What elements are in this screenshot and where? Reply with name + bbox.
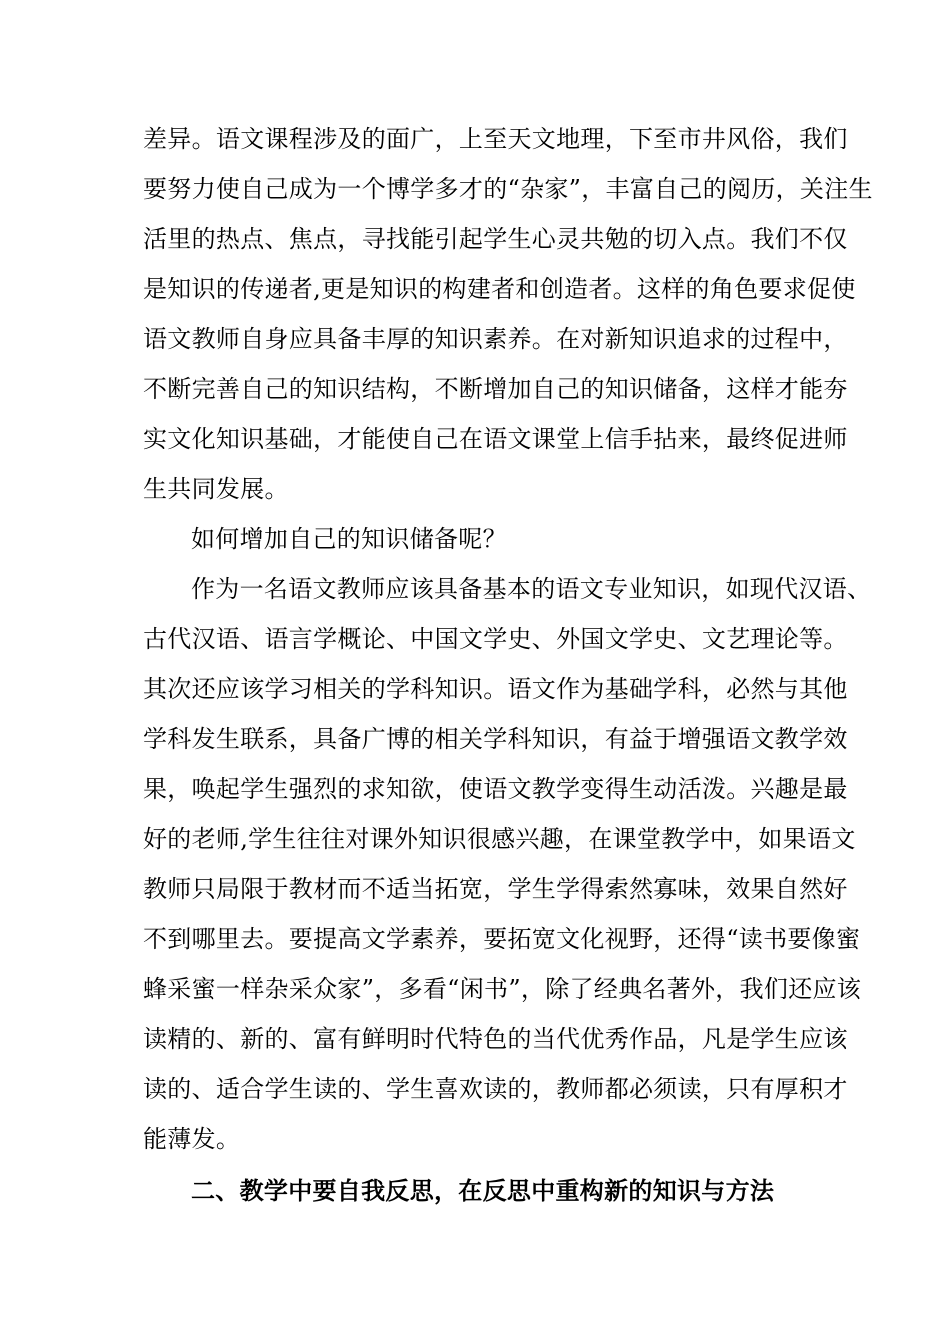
- paragraph-line: 读精的、新的、富有鲜明时代特色的当代优秀作品，凡是学生应该: [143, 1025, 848, 1053]
- paragraph-line: 不断完善自己的知识结构，不断增加自己的知识储备，这样才能夯: [143, 375, 848, 403]
- paragraph-line: 不到哪里去。要提高文学素养，要拓宽文化视野，还得“读书要像蜜: [143, 925, 861, 953]
- paragraph-line: 生共同发展。: [143, 475, 289, 503]
- paragraph-line: 要努力使自己成为一个博学多才的“杂家”，丰富自己的阅历，关注生: [143, 175, 873, 203]
- paragraph-line: 其次还应该学习相关的学科知识。语文作为基础学科，必然与其他: [143, 675, 848, 703]
- paragraph-line: 果，唤起学生强烈的求知欲，使语文教学变得生动活泼。兴趣是最: [143, 775, 848, 803]
- paragraph-line: 语文教师自身应具备丰厚的知识素养。在对新知识追求的过程中，: [143, 325, 848, 353]
- paragraph-line: 教师只局限于教材而不适当拓宽，学生学得索然寡味，效果自然好: [143, 875, 848, 903]
- paragraph-line: 作为一名语文教师应该具备基本的语文专业知识，如现代汉语、: [191, 575, 872, 603]
- paragraph-question: 如何增加自己的知识储备呢？: [191, 525, 507, 553]
- paragraph-line: 能薄发。: [143, 1125, 241, 1153]
- paragraph-line: 蜂采蜜一样杂采众家”，多看“闲书”，除了经典名著外，我们还应该: [143, 975, 862, 1003]
- paragraph-line: 是知识的传递者,更是知识的构建者和创造者。这样的角色要求促使: [143, 275, 856, 303]
- paragraph-line: 好的老师,学生往往对课外知识很感兴趣，在课堂教学中，如果语文: [143, 825, 856, 853]
- paragraph-line: 实文化知识基础，才能使自己在语文课堂上信手拈来，最终促进师: [143, 425, 848, 453]
- paragraph-line: 差异。语文课程涉及的面广，上至天文地理，下至市井风俗，我们: [143, 125, 848, 153]
- section-heading: 二、教学中要自我反思，在反思中重构新的知识与方法: [191, 1176, 775, 1205]
- paragraph-line: 读的、适合学生读的、学生喜欢读的，教师都必须读，只有厚积才: [143, 1075, 848, 1103]
- paragraph-line: 古代汉语、语言学概论、中国文学史、外国文学史、文艺理论等。: [143, 625, 848, 653]
- paragraph-line: 学科发生联系，具备广博的相关学科知识，有益于增强语文教学效: [143, 725, 848, 753]
- paragraph-line: 活里的热点、焦点，寻找能引起学生心灵共勉的切入点。我们不仅: [143, 225, 848, 253]
